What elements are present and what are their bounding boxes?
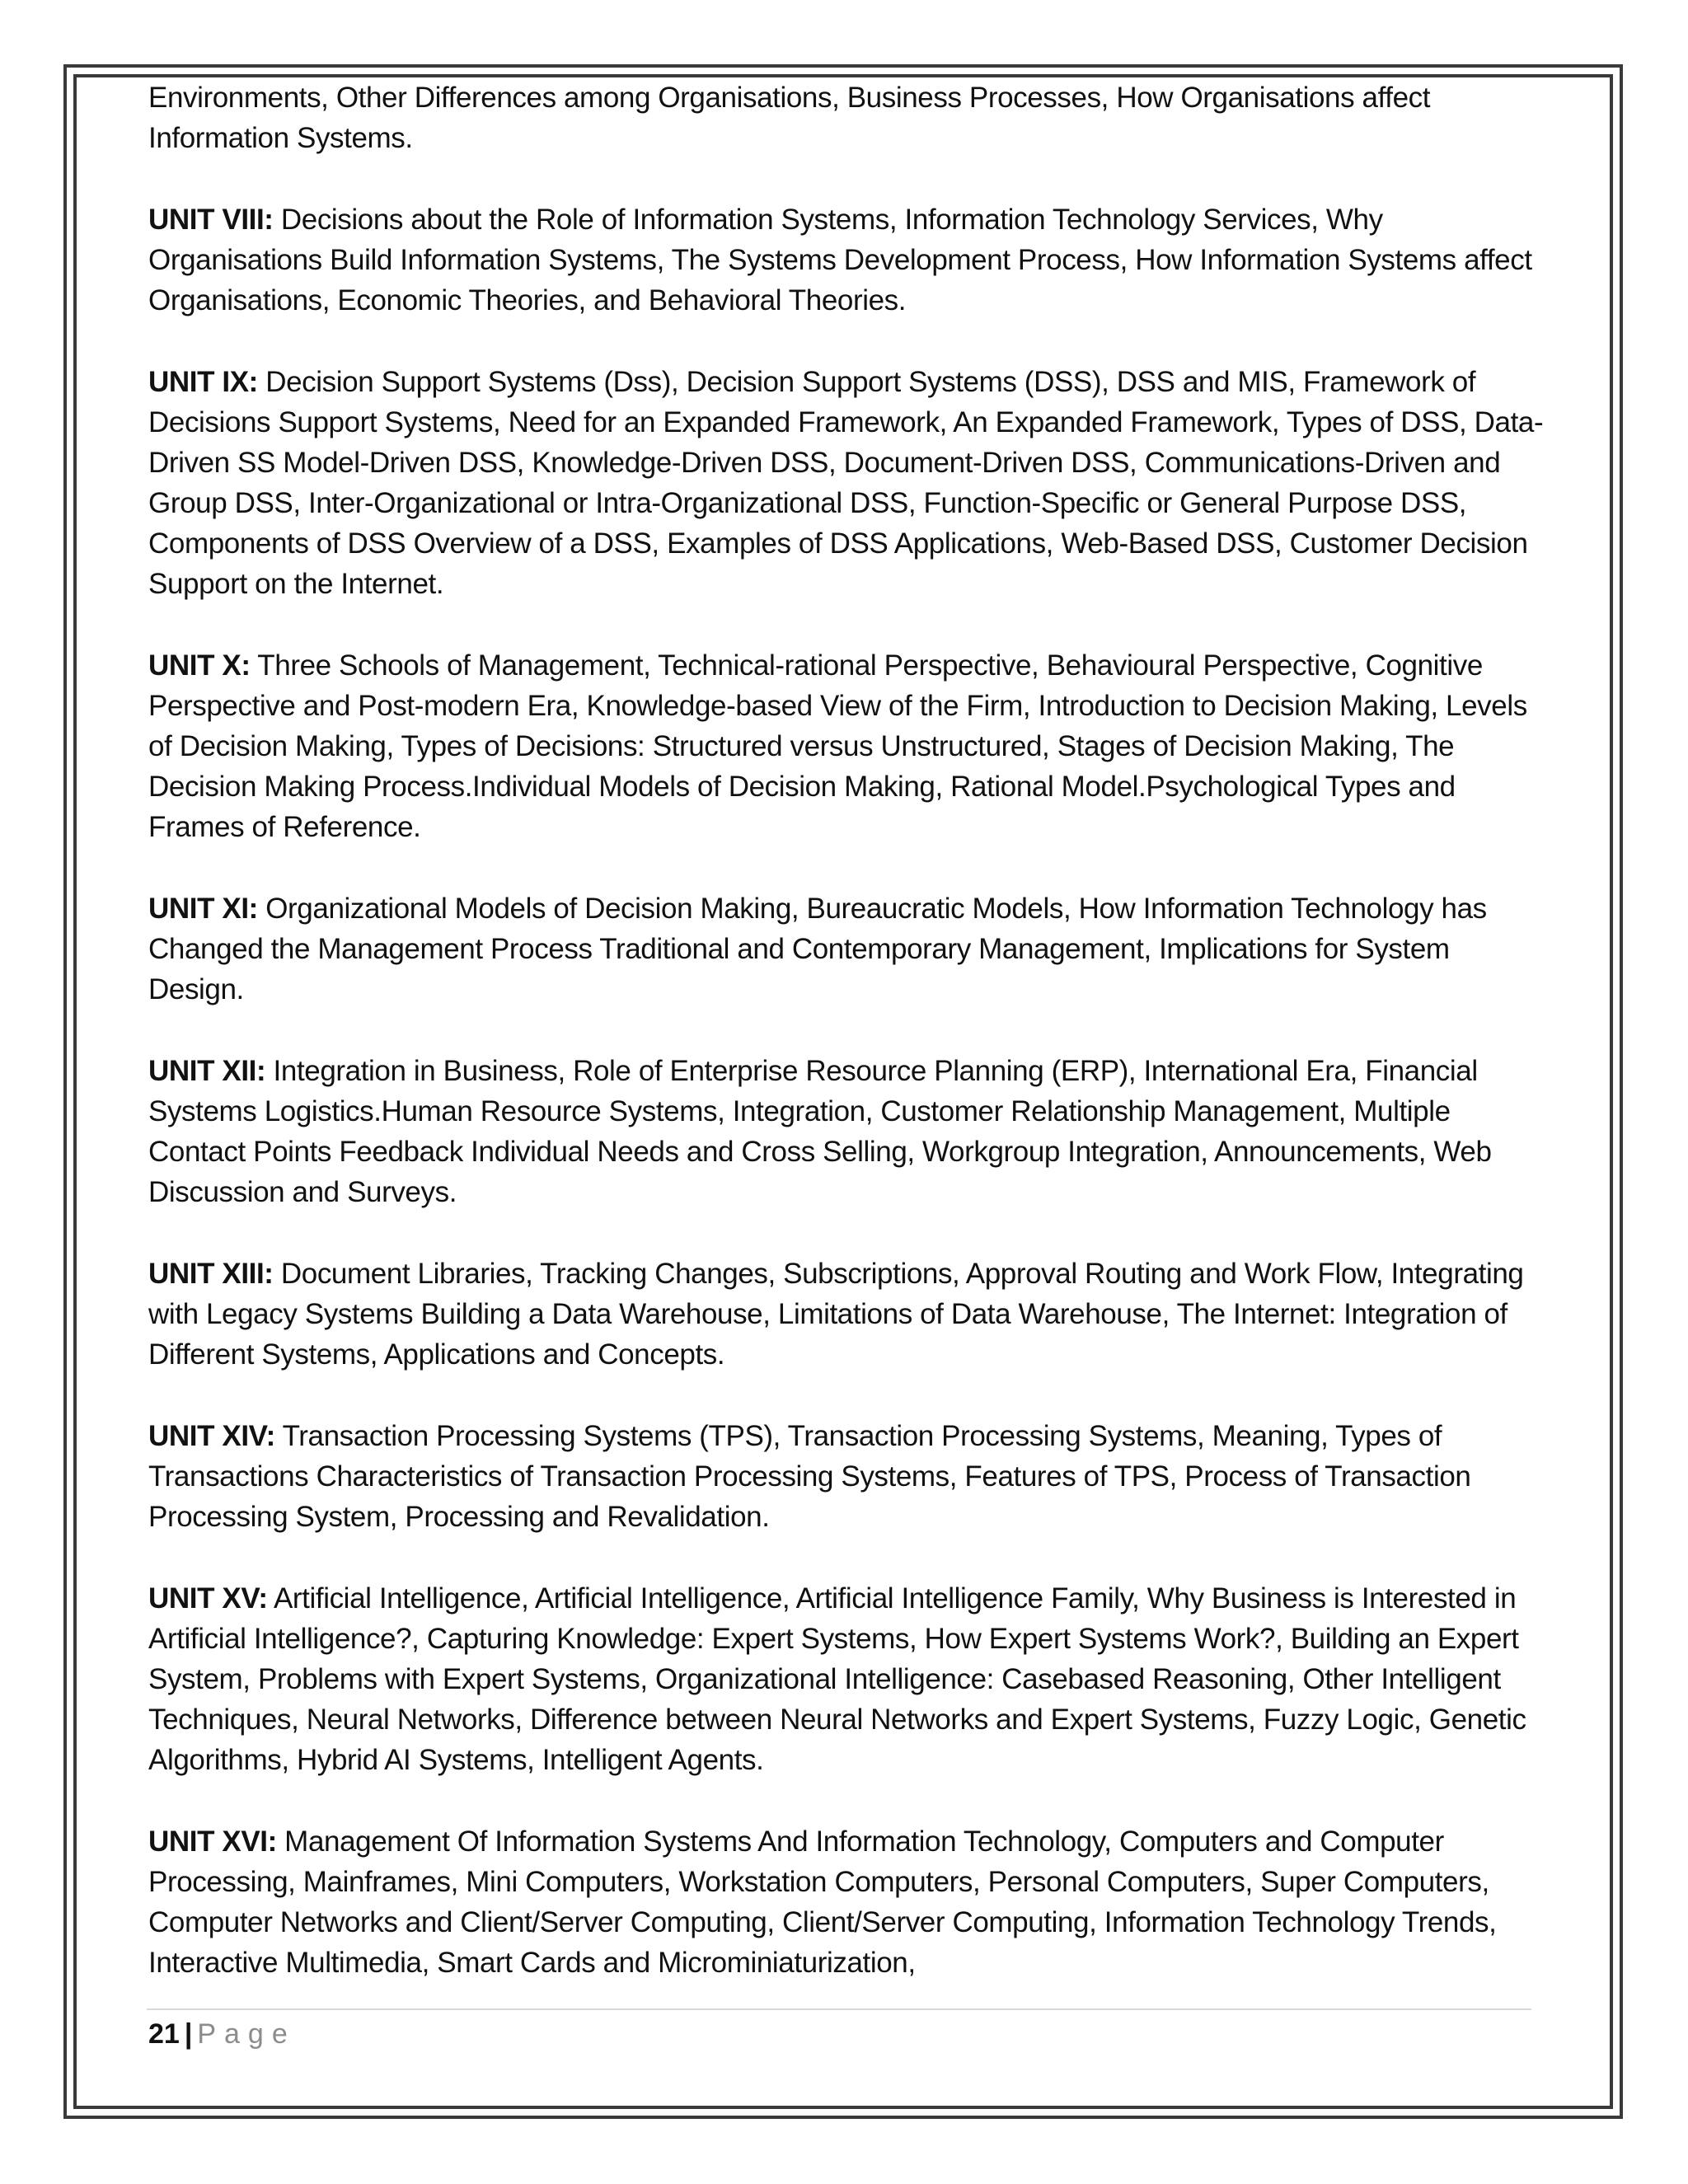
unit-text: Artificial Intelligence, Artificial Intelligence, Artificial Intelligence Family, Why Business is Interested in Artificial Intelligence?, Capturing Knowledge: Expert Systems, How Expert Systems Work?, Building an Expert System, Problems with Expert Systems, Organizational Intelligence: Casebased Reasoning, Other Intelligent Techniques, Neural Networks, Difference between Neural Networks and Expert Systems, Fuzzy Logic, Genetic Algorithms, Hybrid AI Systems, Intelligent Agents. xyxy=(148,1582,1526,1776)
unit-xv-paragraph xyxy=(148,1578,1550,1780)
unit-text: Organizational Models of Decision Making, Bureaucratic Models, How Information Technology has Changed the Management Process Traditional and Contemporary Management, Implications for System Design. xyxy=(148,893,1487,1005)
unit-label: UNIT XV: xyxy=(148,1582,268,1615)
continuation-paragraph: Environments, Other Differences among Organisations, Business Processes, How Organisations affect Information Systems. xyxy=(148,82,1431,154)
unit-text: Decision Support Systems (Dss), Decision Support Systems (DSS), DSS and MIS, Framework of Decisions Support Systems, Need for an Expanded Framework, An Expanded Framework, Types of DSS, Data-Driven SS Model-Driven DSS, Knowledge-Driven DSS, Document-Driven DSS, Communications-Driven and Group DSS, Inter-Organizational or Intra-Organizational DSS, Function-Specific or General Purpose DSS, Components of DSS Overview of a DSS, Examples of DSS Applications, Web-Based DSS, Customer Decision Support on the Internet. xyxy=(148,366,1544,600)
document-body xyxy=(148,77,1550,2024)
unit-text: Decisions about the Role of Information Systems, Information Technology Services, Why Organisations Build Information Systems, The Systems Development Process, How Information Systems affect Organisations, Economic Theories, and Behavioral Theories. xyxy=(148,204,1532,316)
unit-text: Transaction Processing Systems (TPS), Transaction Processing Systems, Meaning, Types of Transactions Characteristics of Transaction Processing Systems, Features of TPS, Process of Transaction Processing System, Processing and Revalidation. xyxy=(148,1420,1471,1533)
unit-label: UNIT IX: xyxy=(148,366,258,398)
page-number: 21 xyxy=(148,2018,180,2050)
page-footer xyxy=(148,2016,296,2052)
unit-xvi-paragraph xyxy=(148,1821,1550,1983)
unit-xiv-paragraph xyxy=(148,1416,1550,1537)
unit-label: UNIT VIII: xyxy=(148,204,274,236)
unit-text: Three Schools of Management, Technical-rational Perspective, Behavioural Perspective, Cognitive Perspective and Post-modern Era, Knowledge-based View of the Firm, Introduction to Decision Making, Levels of Decision Making, Types of Decisions: Structured versus Unstructured, Stages of Decision Making, The Decision Making Process.Individual Models of Decision Making, Rational Model.Psychological Types and Frames of Reference. xyxy=(148,649,1527,843)
unit-label: UNIT XIV: xyxy=(148,1420,275,1452)
unit-text: Document Libraries, Tracking Changes, Subscriptions, Approval Routing and Work Flow, Integrating with Legacy Systems Building a Data Warehouse, Limitations of Data Warehouse, The Internet: Integration of Different Systems, Applications and Concepts. xyxy=(148,1258,1524,1371)
unit-ix-paragraph xyxy=(148,362,1550,604)
unit-label: UNIT XI: xyxy=(148,893,258,925)
unit-xi-paragraph xyxy=(148,888,1550,1010)
unit-x-paragraph xyxy=(148,645,1550,847)
footer-divider xyxy=(147,2008,1531,2010)
page-word: Page xyxy=(197,2018,296,2050)
unit-label: UNIT XVI: xyxy=(148,1825,277,1858)
unit-viii-paragraph xyxy=(148,199,1550,321)
footer-separator: | xyxy=(184,2018,193,2050)
unit-label: UNIT XII: xyxy=(148,1055,266,1087)
unit-text: Management Of Information Systems And Information Technology, Computers and Computer Processing, Mainframes, Mini Computers, Workstation Computers, Personal Computers, Super Computers, Computer Networks and Client/Server Computing, Client/Server Computing, Information Technology Trends, Interactive Multimedia, Smart Cards and Microminiaturization, xyxy=(148,1825,1497,1979)
unit-xiii-paragraph xyxy=(148,1254,1550,1375)
unit-xii-paragraph xyxy=(148,1051,1550,1212)
unit-label: UNIT XIII: xyxy=(148,1258,274,1290)
unit-text: Integration in Business, Role of Enterprise Resource Planning (ERP), International Era, Financial Systems Logistics.Human Resource Systems, Integration, Customer Relationship Management, Multiple Contact Points Feedback Individual Needs and Cross Selling, Workgroup Integration, Announcements, Web Discussion and Surveys. xyxy=(148,1055,1492,1208)
unit-label: UNIT X: xyxy=(148,649,251,682)
